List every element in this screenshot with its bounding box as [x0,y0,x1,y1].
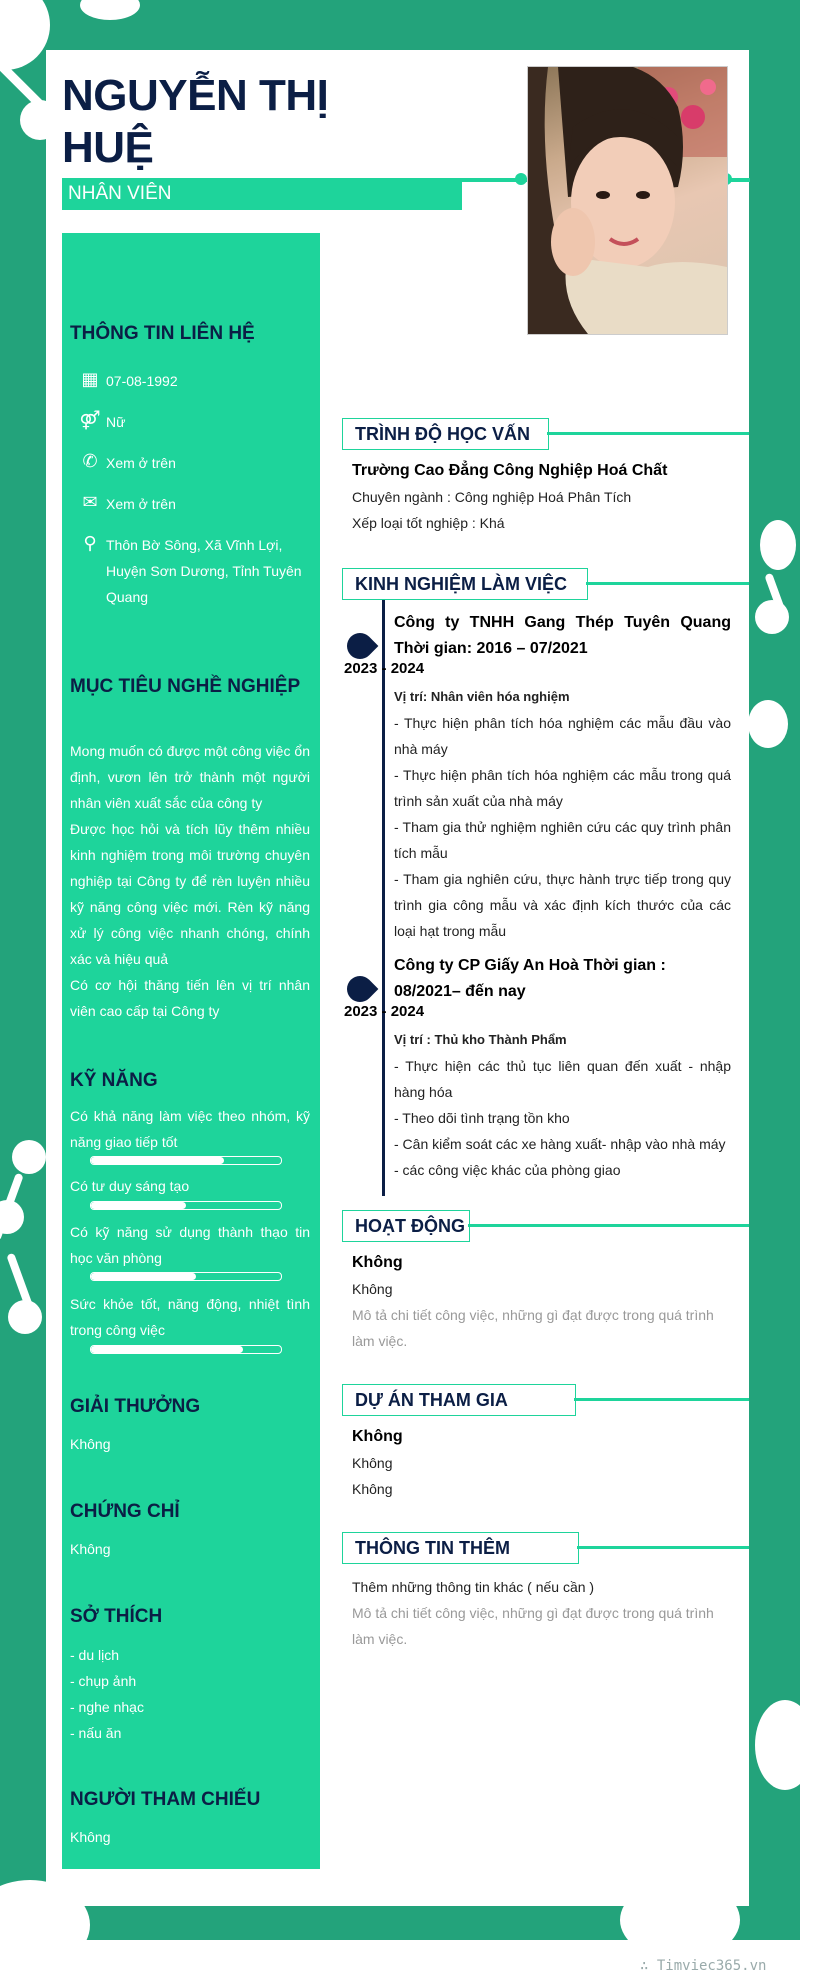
certificates-heading: CHỨNG CHỈ [70,1501,180,1522]
awards-heading: GIẢI THƯỞNG [70,1396,201,1417]
job-years: 2023 - 2024 [344,660,425,677]
skill-bar-fill [91,1157,224,1164]
extra-description: Mô tả chi tiết công việc, những gì đạt được trong quá trình làm việc. [352,1605,714,1647]
extra-line: Thêm những thông tin khác ( nếu cần ) [352,1579,595,1595]
skills-heading: KỸ NĂNG [70,1070,158,1091]
hobby-item: - nấu ăn [70,1725,122,1741]
projects-heading-box [342,1384,576,1416]
job-years: 2023 - 2024 [344,1003,425,1020]
decor-bubble [80,0,140,20]
activities-connector-line [468,1224,749,1227]
references-heading: NGƯỜI THAM CHIẾU [70,1789,261,1810]
objective-paragraph: Được học hỏi và tích lũy thêm nhiều kinh nghiệm trong môi trường chuyên nghiệp tại Công ty để rèn luyện nhiều kỹ năng công việc mới. Rèn kỹ năng xử lý công việc nhanh chóng, chính xác và hiệu quả [70,821,310,967]
skill-item: Có kỹ năng sử dụng thành thạo tin học văn phòng [70,1224,310,1266]
skill-bar-fill [91,1273,196,1280]
job-duty: - Tham gia thử nghiệm nghiên cứu các quy trình phân tích mẫu [394,819,731,861]
hobbies-list [70,1642,310,1746]
skill-item: Có khả năng làm việc theo nhóm, kỹ năng giao tiếp tốt [70,1108,310,1150]
skill-bar-fill [91,1346,243,1353]
job-company: Công ty CP Giấy An Hoà Thời gian : 08/2021– đến nay [394,957,666,1000]
calendar-icon: ▦ [81,369,99,389]
sidebar: THÔNG TIN LIÊN HỆ ▦ 07-08-1992 ⚤ Nữ ✆ Xem ở trên ✉ Xem ở trên ⚲ Thôn Bờ Sông, Xã Vĩnh Lợi, Huyện Sơn Dương, Tỉnh Tuyên Quang MỤC TIÊU NGHỀ NGHIỆP Mong muốn có được một công việc ổn định, vươn lên trở thành một người nhân viên xuất sắc của công ty Được học hỏi và tích lũy thêm nhiều kinh nghiệm trong môi trường chuyên nghiệp tại Công ty để rèn luyện nhiều kỹ năng công việc mới. Rèn kỹ năng xử lý công việc nhanh chóng, chính xác và hiệu quả Có cơ hội thăng tiến lên vị trí nhân viên cao cấp tại Công ty KỸ NĂNG Có khả năng làm việc theo nhóm, kỹ năng giao tiếp tốt Có tư duy sáng tạo Có kỹ năng sử dụng thành thạo tin học văn phòng Sức khỏe tốt, năng động, nhiệt tình trong công việc GIẢI THƯỞNG Không CHỨNG CHỈ Không SỞ THÍCH - du lịch - chụp ảnh - nghe nhạc - nấu ăn NGƯỜI THAM CHIẾU Không [62,233,320,1869]
activity-description: Mô tả chi tiết công việc, những gì đạt được trong quá trình làm việc. [352,1307,714,1349]
job-duty: - Thực hiện các thủ tục liên quan đến xuất - nhập hàng hóa [394,1058,731,1100]
education-connector-line [547,432,749,435]
certificates-value: Không [70,1541,111,1557]
skill-item: Sức khỏe tốt, năng động, nhiệt tình trong công việc [70,1296,310,1338]
decor-bubble [12,1140,46,1174]
extra-connector-line [577,1546,749,1549]
extra-heading: THÔNG TIN THÊM [355,1538,510,1558]
profile-photo-illustration [528,67,727,334]
hobbies-heading: SỞ THÍCH [70,1606,163,1627]
job-duty: - Cân kiểm soát các xe hàng xuất- nhập vào nhà máy [394,1136,726,1152]
skill-bar [90,1272,282,1281]
education-school: Trường Cao Đẳng Công Nghiệp Hoá Chất [352,462,668,479]
experience-timeline [382,600,385,1196]
contact-address: ⚲ Thôn Bờ Sông, Xã Vĩnh Lợi, Huyện Sơn Dương, Tỉnh Tuyên Quang [70,532,310,612]
skill-bar [90,1345,282,1354]
hobby-item: - du lịch [70,1647,120,1663]
decor-bubble [755,1700,800,1790]
envelope-icon: ✉ [82,492,98,512]
skill-bar [90,1156,282,1165]
phone-icon: ✆ [82,451,98,471]
projects-heading: DỰ ÁN THAM GIA [355,1390,508,1410]
hobby-item: - chụp ảnh [70,1673,137,1689]
job-duty: - Tham gia nghiên cứu, thực hành trực tiếp trong quy trình gia công mẫu và xác định kích thước của các loại hạt trong mẫu [394,871,731,939]
job-details [394,1027,731,1183]
project-line: Không [352,1455,393,1471]
contact-heading: THÔNG TIN LIÊN HỆ [70,323,255,344]
activities-heading: HOẠT ĐỘNG [355,1216,465,1236]
experience-heading: KINH NGHIỆM LÀM VIỆC [355,574,568,594]
job-company: Công ty TNHH Gang Thép Tuyên Quang Thời gian: 2016 – 07/2021 [394,614,731,657]
awards-value: Không [70,1436,111,1452]
role-bar [62,178,462,210]
experience-heading-box [342,568,588,600]
gender-icon: ⚤ [79,410,101,430]
job-position: Vị trí: Nhân viên hóa nghiệm [394,689,570,704]
job-position: Vị trí : Thủ kho Thành Phẩm [394,1032,567,1047]
candidate-name: NGUYỄN THỊ HUỆ [62,71,329,172]
project-line: Không [352,1481,393,1497]
activities-heading-box [342,1210,470,1242]
decor-bubble [760,520,796,570]
hobby-item: - nghe nhạc [70,1699,144,1715]
job-duty: - các công việc khác của phòng giao [394,1162,621,1178]
job-details [394,684,731,944]
location-pin-icon: ⚲ [83,533,97,553]
objective-paragraph: Có cơ hội thăng tiến lên vị trí nhân viên cao cấp tại Công ty [70,977,310,1019]
education-grade: Xếp loại tốt nghiệp : Khá [352,515,505,531]
decor-bubble [0,0,50,70]
references-value: Không [70,1829,111,1845]
activity-name: Không [352,1254,403,1271]
project-name: Không [352,1428,403,1445]
candidate-role: NHÂN VIÊN [68,183,172,204]
watermark: ∴ Timviec365.vn [640,1958,767,1974]
education-major: Chuyên ngành : Công nghiệp Hoá Phân Tích [352,489,632,505]
job-duty: - Thực hiện phân tích hóa nghiệm các mẫu đầu vào nhà máy [394,715,731,757]
skill-bar [90,1201,282,1210]
education-heading-box [342,418,549,450]
job-duty: - Theo dõi tình trạng tồn kho [394,1110,570,1126]
skill-item: Có tư duy sáng tạo [70,1178,190,1194]
activity-role: Không [352,1281,393,1297]
objective-paragraph: Mong muốn có được một công việc ổn định, vươn lên trở thành một người nhân viên xuất sắc của công ty [70,743,310,811]
decor-stick [0,61,46,110]
extra-heading-box [342,1532,579,1564]
experience-connector-line [586,582,749,585]
education-heading: TRÌNH ĐỘ HỌC VẤN [355,424,530,444]
decor-bubble [748,700,788,748]
projects-connector-line [574,1398,749,1401]
objective-text [70,738,310,1024]
skill-bar-fill [91,1202,186,1209]
objective-heading: MỤC TIÊU NGHỀ NGHIỆP [70,676,301,697]
job-duty: - Thực hiện phân tích hóa nghiệm các mẫu trong quá trình sản xuất của nhà máy [394,767,731,809]
header-connector-dot [515,173,527,185]
profile-photo [527,66,728,335]
